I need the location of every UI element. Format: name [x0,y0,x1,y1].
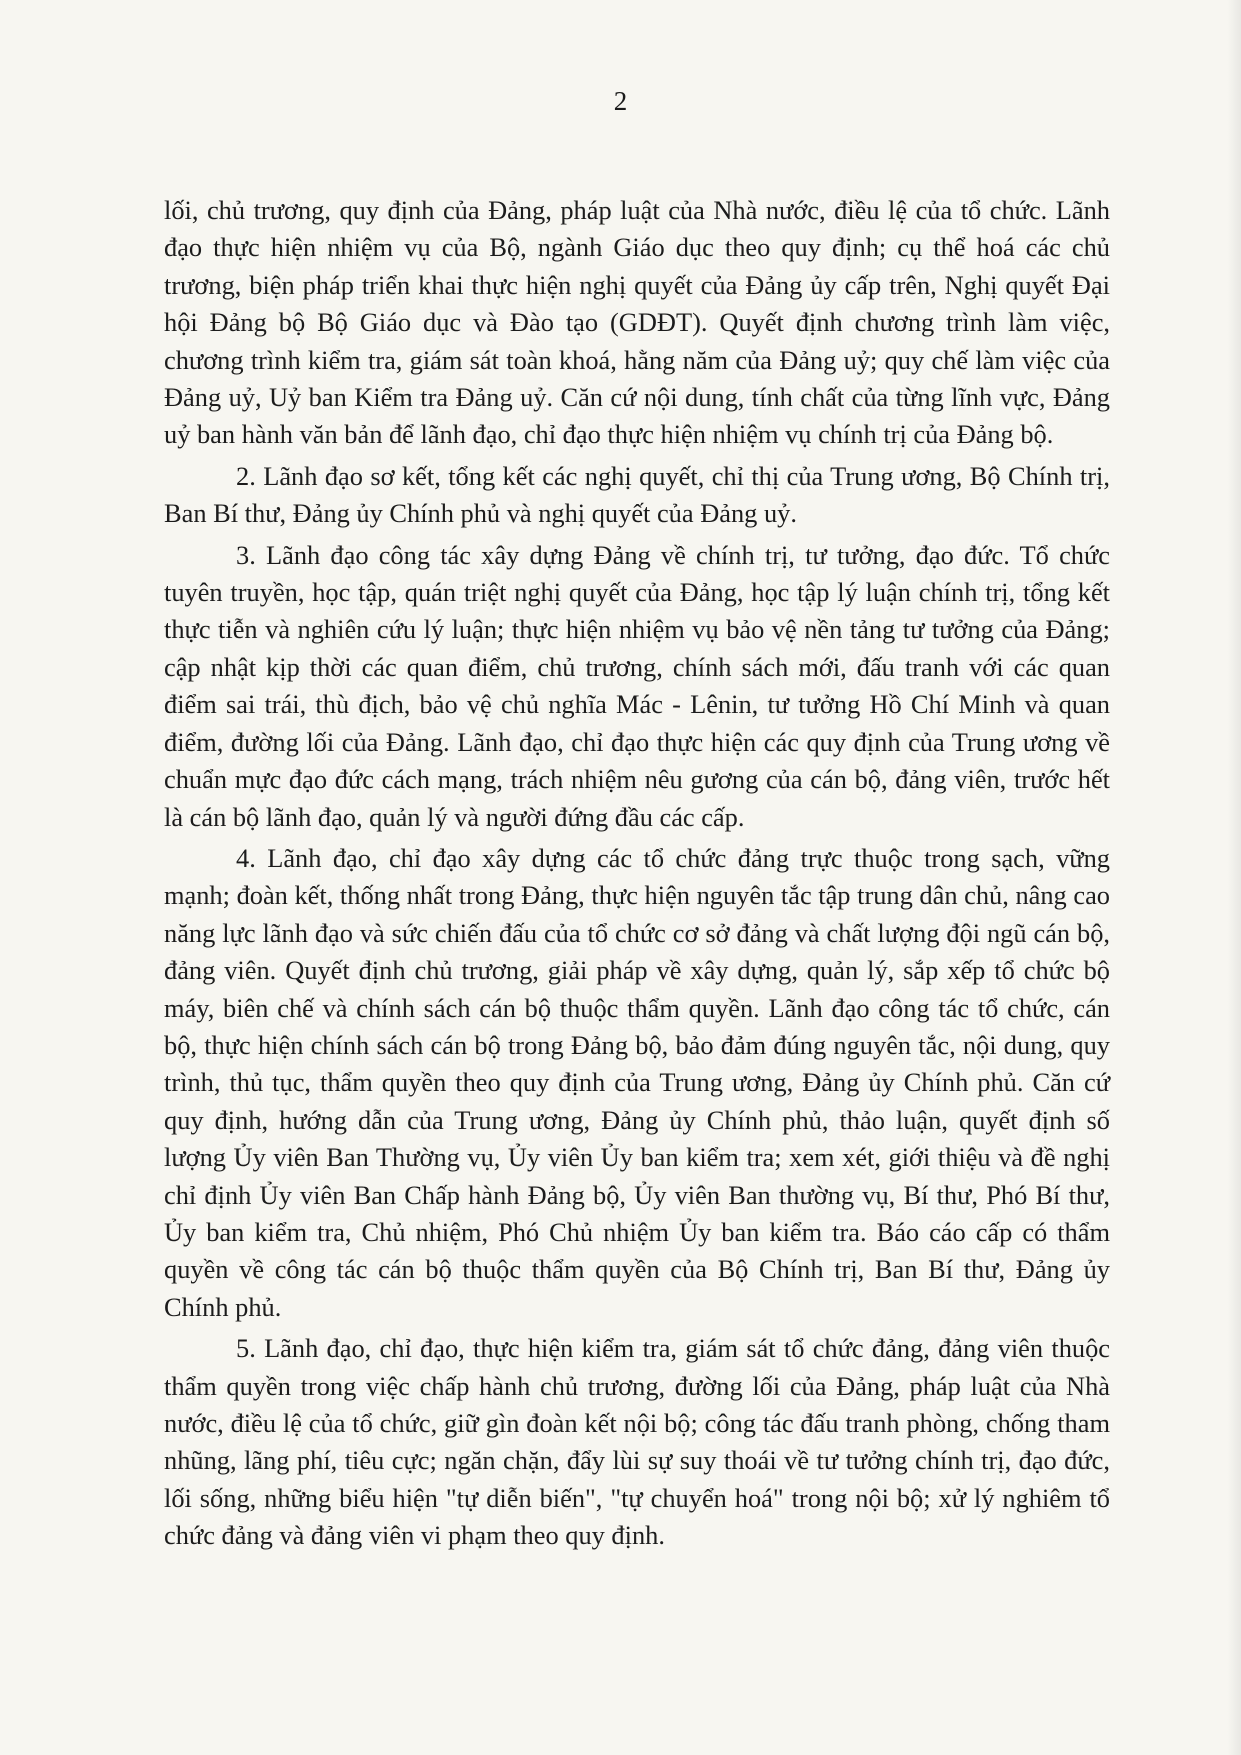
paragraph-continuation: lối, chủ trương, quy định của Đảng, pháp luật của Nhà nước, điều lệ của tổ chức. Lãnh đạo thực hiện nhiệm vụ của Bộ, ngành Giáo dục theo quy định; cụ thể hoá các chủ trương, biện pháp triển khai thực hiện nghị quyết của Đảng ủy cấp trên, Nghị quyết Đại hội Đảng bộ Bộ Giáo dục và Đào tạo (GDĐT). Quyết định chương trình làm việc, chương trình kiểm tra, giám sát toàn khoá, hằng năm của Đảng uỷ; quy chế làm việc của Đảng uỷ, Uỷ ban Kiểm tra Đảng uỷ. Căn cứ nội dung, tính chất của từng lĩnh vực, Đảng uỷ ban hành văn bản để lãnh đạo, chỉ đạo thực hiện nhiệm vụ chính trị của Đảng bộ. [164,195,1110,450]
paragraph-item-4: 4. Lãnh đạo, chỉ đạo xây dựng các tổ chức đảng trực thuộc trong sạch, vững mạnh; đoàn kết, thống nhất trong Đảng, thực hiện nguyên tắc tập trung dân chủ, nâng cao năng lực lãnh đạo và sức chiến đấu của tổ chức cơ sở đảng và chất lượng đội ngũ cán bộ, đảng viên. Quyết định chủ trương, giải pháp về xây dựng, quản lý, sắp xếp tổ chức bộ máy, biên chế và chính sách cán bộ thuộc thẩm quyền. Lãnh đạo công tác tổ chức, cán bộ, thực hiện chính sách cán bộ trong Đảng bộ, bảo đảm đúng nguyên tắc, nội dung, quy trình, thủ tục, thẩm quyền theo quy định của Trung ương, Đảng ủy Chính phủ. Căn cứ quy định, hướng dẫn của Trung ương, Đảng ủy Chính phủ, thảo luận, quyết định số lượng Ủy viên Ban Thường vụ, Ủy viên Ủy ban kiểm tra; xem xét, giới thiệu và đề nghị chỉ định Ủy viên Ban Chấp hành Đảng bộ, Ủy viên Ban thường vụ, Bí thư, Phó Bí thư, Ủy ban kiểm tra, Chủ nhiệm, Phó Chủ nhiệm Ủy ban kiểm tra. Báo cáo cấp có thẩm quyền về công tác cán bộ thuộc thẩm quyền của Bộ Chính trị, Ban Bí thư, Đảng ủy Chính phủ. [164,842,1110,1322]
document-body [164,192,1110,1559]
page-number: 2 [613,86,628,116]
page-edge-shadow [1227,0,1241,1755]
paragraph-item-5: 5. Lãnh đạo, chỉ đạo, thực hiện kiểm tra, giám sát tổ chức đảng, đảng viên thuộc thẩm quyền trong việc chấp hành chủ trương, đường lối của Đảng, pháp luật của Nhà nước, điều lệ của tổ chức, giữ gìn đoàn kết nội bộ; công tác đấu tranh phòng, chống tham nhũng, lãng phí, tiêu cực; ngăn chặn, đẩy lùi sự suy thoái về tư tưởng chính trị, đạo đức, lối sống, những biểu hiện "tự diễn biến", "tự chuyển hoá" trong nội bộ; xử lý nghiêm tổ chức đảng và đảng viên vi phạm theo quy định. [164,1333,1110,1551]
paragraph-item-3: 3. Lãnh đạo công tác xây dựng Đảng về chính trị, tư tưởng, đạo đức. Tổ chức tuyên truyền, học tập, quán triệt nghị quyết của Đảng, học tập lý luận chính trị, tổng kết thực tiễn và nghiên cứu lý luận; thực hiện nhiệm vụ bảo vệ nền tảng tư tưởng của Đảng; cập nhật kịp thời các quan điểm, chủ trương, chính sách mới, đấu tranh với các quan điểm sai trái, thù địch, bảo vệ chủ nghĩa Mác - Lênin, tư tưởng Hồ Chí Minh và quan điểm, đường lối của Đảng. Lãnh đạo, chỉ đạo thực hiện các quy định của Trung ương về chuẩn mực đạo đức cách mạng, trách nhiệm nêu gương của cán bộ, đảng viên, trước hết là cán bộ lãnh đạo, quản lý và người đứng đầu các cấp. [164,539,1110,832]
paragraph-item-2: 2. Lãnh đạo sơ kết, tổng kết các nghị quyết, chỉ thị của Trung ương, Bộ Chính trị, Ban Bí thư, Đảng ủy Chính phủ và nghị quyết của Đảng uỷ. [164,460,1110,529]
